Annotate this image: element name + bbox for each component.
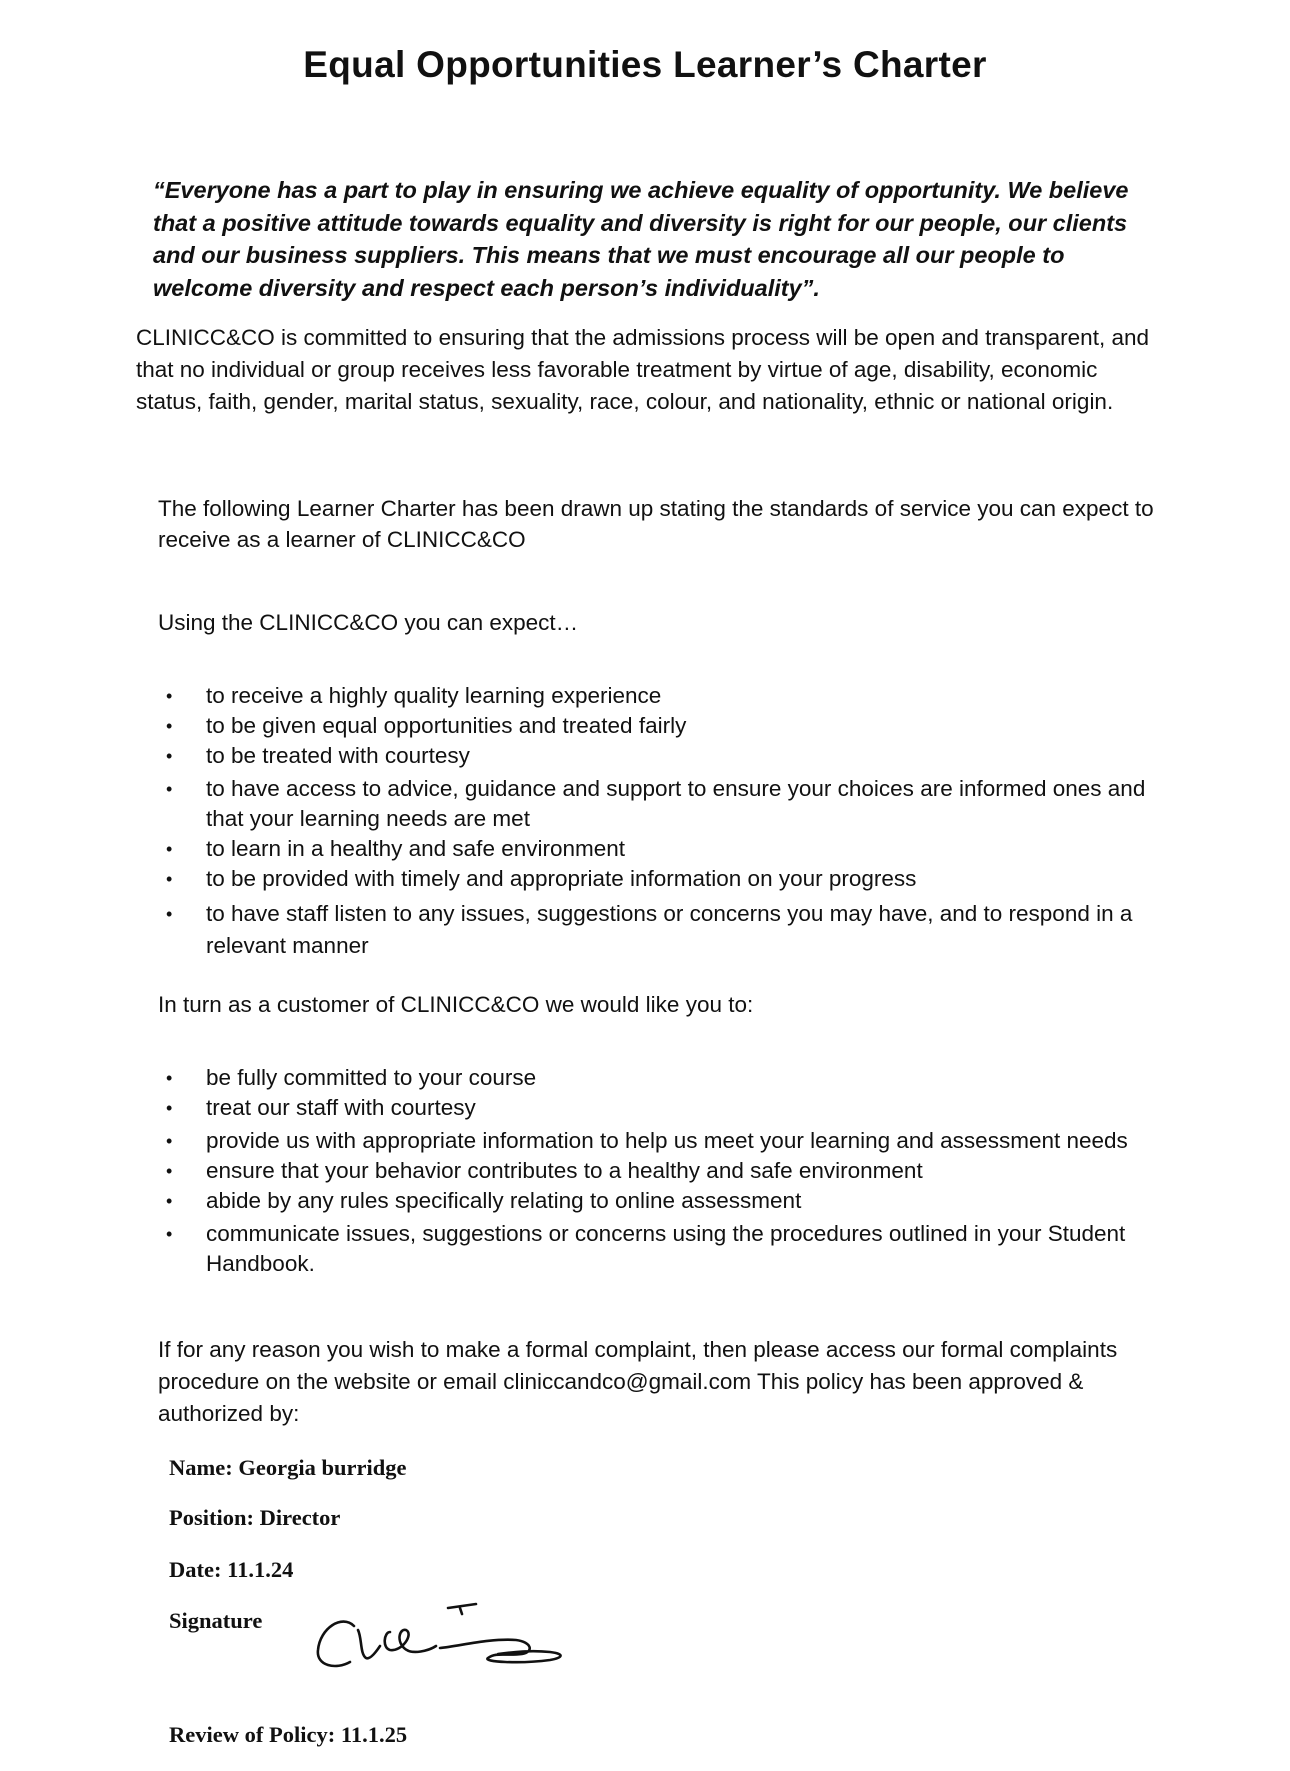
bullet-icon: •	[166, 686, 173, 706]
list-item: • to receive a highly quality learning experience	[158, 681, 1168, 711]
list-item: • to be given equal opportunities and treated fairly	[158, 711, 1168, 741]
bullet-icon: •	[166, 1131, 173, 1151]
handwritten-signature	[310, 1588, 580, 1678]
list-item: • be fully committed to your course	[158, 1063, 1168, 1093]
signature-stroke	[460, 1608, 462, 1614]
expect-list	[158, 681, 1168, 962]
list-item: • to have staff listen to any issues, suggestions or concerns you may have, and to respond in a relevant manner	[158, 898, 1168, 962]
bullet-icon: •	[166, 1068, 173, 1088]
list-item: • to have access to advice, guidance and support to ensure your choices are informed ones and that your learning needs are met	[166, 776, 1146, 831]
signature-label: Signature	[169, 1608, 263, 1633]
signature-stroke	[448, 1604, 476, 1608]
list-item: • to learn in a healthy and safe environment	[158, 834, 1168, 864]
bullet-icon: •	[166, 904, 173, 924]
bullet-icon: •	[166, 1098, 173, 1118]
approval-date: Date: 11.1.24	[169, 1557, 294, 1582]
bullet-icon: •	[166, 746, 173, 766]
complaint-paragraph: If for any reason you wish to make a formal complaint, then please access our formal complaints procedure on the website or email cliniccandco@gmail.com This policy has been approved & authorized by:	[158, 1337, 1118, 1426]
signature-stroke	[358, 1630, 380, 1658]
bullet-icon: •	[166, 1224, 173, 1244]
customer-intro: In turn as a customer of CLINICC&CO we would like you to:	[158, 992, 754, 1017]
charter-intro: The following Learner Charter has been drawn up stating the standards of service you can expect to receive as a learner of CLINICC&CO	[158, 496, 1154, 552]
equality-quote: “Everyone has a part to play in ensuring we achieve equality of opportunity. We believe that a positive attitude towards equality and diversity is right for our people, our clients and our business suppliers. This means that we must encourage all our people to welcome diversity and respect each person’s individuality”.	[153, 177, 1129, 301]
bullet-icon: •	[166, 779, 173, 799]
bullet-icon: •	[166, 1191, 173, 1211]
list-item: • to be provided with timely and appropriate information on your progress	[158, 864, 1168, 894]
policy-review-date: Review of Policy: 11.1.25	[169, 1722, 408, 1747]
customer-list	[158, 1063, 1168, 1279]
list-item: • to be treated with courtesy	[158, 741, 1168, 771]
approver-position: Position: Director	[169, 1505, 341, 1530]
expect-intro: Using the CLINICC&CO you can expect…	[158, 610, 579, 635]
bullet-icon: •	[166, 1161, 173, 1181]
signature-stroke	[440, 1640, 561, 1662]
commitment-paragraph: CLINICC&CO is committed to ensuring that the admissions process will be open and transparent, and that no individual or group receives less favorable treatment by virtue of age, disability, economic status, faith, gender, marital status, sexuality, race, colour, and nationality, ethnic or national origin.	[136, 325, 1149, 414]
list-item: • abide by any rules specifically relating to online assessment	[158, 1186, 1168, 1216]
bullet-icon: •	[166, 716, 173, 736]
list-item: • treat our staff with courtesy	[158, 1093, 1168, 1123]
bullet-icon: •	[166, 869, 173, 889]
list-item: • provide us with appropriate information to help us meet your learning and assessment needs	[158, 1126, 1168, 1156]
approver-name: Name: Georgia burridge	[169, 1455, 407, 1480]
list-item: • communicate issues, suggestions or concerns using the procedures outlined in your Student Handbook.	[166, 1221, 1126, 1276]
document-title: Equal Opportunities Learner’s Charter	[303, 44, 987, 85]
bullet-icon: •	[166, 839, 173, 859]
signature-stroke	[385, 1630, 436, 1652]
list-item: • ensure that your behavior contributes to a healthy and safe environment	[158, 1156, 1168, 1186]
signature-stroke	[318, 1622, 354, 1666]
